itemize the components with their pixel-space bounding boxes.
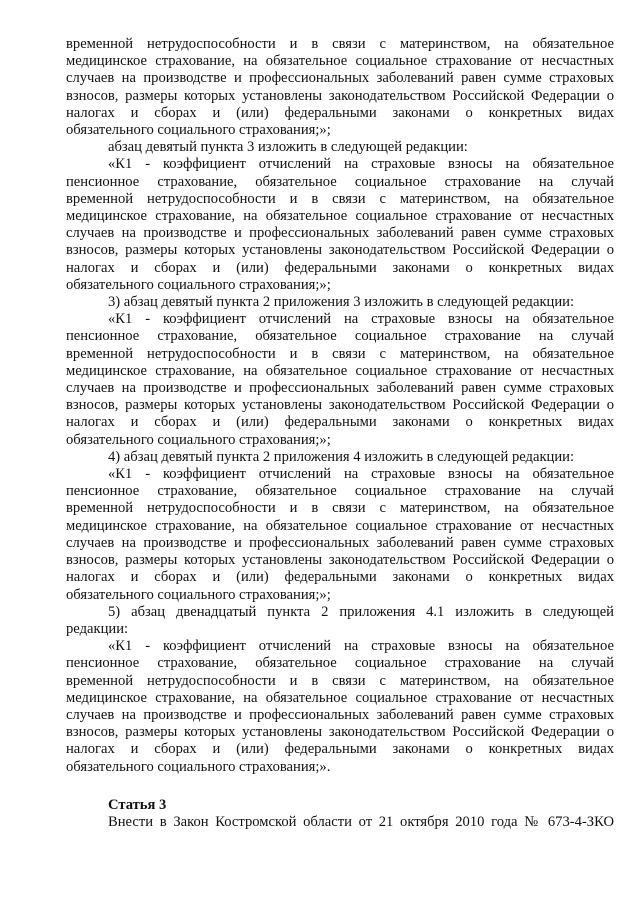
text-line: временной нетрудоспособности и в связи с материнством, на обязательное [66, 36, 614, 52]
text-line: налогах и сборах и (или) федеральными законами о конкретных видах [66, 414, 614, 431]
text-line: взносов, размеры которых установлены законодательством Российской Федерации о [66, 552, 614, 569]
text-line: временной нетрудоспособности и в связи с материнством, на обязательное [66, 190, 614, 207]
item5-intro-continued: редакции: [66, 620, 129, 637]
article-text: Внести в Закон Костромской области от 21 октября 2010 года № 673-4-ЗКО [108, 813, 614, 830]
quote-paragraph-4 [66, 638, 614, 776]
item4-intro: 4) абзац девятый пункта 2 приложения 4 изложить в следующей редакции: [108, 448, 575, 465]
text-line: обязательного социального страхования;»; [66, 122, 331, 139]
text-line: «К1 - коэффициент отчислений на страховые взносы на обязательное [108, 156, 614, 173]
item5-intro: 5) абзац двенадцатый пункта 2 приложения 4.1 изложить в следующей [108, 603, 614, 620]
article-heading: Статья 3 [108, 796, 167, 813]
text-line: медицинское страхование, на обязательное социальное страхование от несчастных [66, 362, 614, 379]
text-line: обязательного социального страхования;». [66, 758, 331, 775]
text-line: случаев на производстве и профессиональных заболеваний равен сумме страховых [66, 70, 614, 87]
text-line: налогах и сборах и (или) федеральными законами о конкретных видах [66, 259, 614, 276]
text-line: медицинское страхование, на обязательное социальное страхование от несчастных [66, 53, 614, 70]
quote-paragraph-2 [66, 311, 614, 449]
text-line: обязательного социального страхования;»; [66, 276, 331, 293]
text-line: временной нетрудоспособности и в связи с материнством, на обязательное [66, 672, 614, 689]
text-line: «К1 - коэффициент отчислений на страховые взносы на обязательное [108, 638, 614, 655]
quote-paragraph-1 [66, 156, 614, 294]
text-line: «К1 - коэффициент отчислений на страховые взносы на обязательное [108, 311, 614, 328]
text-line: медицинское страхование, на обязательное социальное страхование от несчастных [66, 689, 614, 706]
text-line: медицинское страхование, на обязательное социальное страхование от несчастных [66, 208, 614, 225]
text-line: налогах и сборах и (или) федеральными законами о конкретных видах [66, 569, 614, 586]
text-line: пенсионное страхование, обязательное социальное страхование на случай [66, 655, 614, 672]
text-line: случаев на производстве и профессиональных заболеваний равен сумме страховых [66, 534, 614, 551]
text-line: временной нетрудоспособности и в связи с материнством, на обязательное [66, 500, 614, 517]
text-line: случаев на производстве и профессиональных заболеваний равен сумме страховых [66, 380, 614, 397]
text-line: временной нетрудоспособности и в связи с материнством, на обязательное [66, 345, 614, 362]
text-line: «К1 - коэффициент отчислений на страховые взносы на обязательное [108, 466, 614, 483]
text-line: пенсионное страхование, обязательное социальное страхование на случай [66, 328, 614, 345]
text-line: взносов, размеры которых установлены законодательством Российской Федерации о [66, 87, 614, 104]
text-line: взносов, размеры которых установлены законодательством Российской Федерации о [66, 242, 614, 259]
text-line: обязательного социального страхования;»; [66, 431, 331, 448]
text-line: налогах и сборах и (или) федеральными законами о конкретных видах [66, 741, 614, 758]
text-line: пенсионное страхование, обязательное социальное страхование на случай [66, 483, 614, 500]
opening-paragraph [66, 36, 614, 139]
text-line: взносов, размеры которых установлены законодательством Российской Федерации о [66, 397, 614, 414]
text-line: налогах и сборах и (или) федеральными законами о конкретных видах [66, 104, 614, 121]
item2-intro: абзац девятый пункта 3 изложить в следующей редакции: [108, 139, 468, 156]
document-body [66, 36, 614, 831]
text-line: пенсионное страхование, обязательное социальное страхование на случай [66, 173, 614, 190]
text-line: случаев на производстве и профессиональных заболеваний равен сумме страховых [66, 706, 614, 723]
quote-paragraph-3 [66, 466, 614, 604]
text-line: взносов, размеры которых установлены законодательством Российской Федерации о [66, 724, 614, 741]
text-line: медицинское страхование, на обязательное социальное страхование от несчастных [66, 517, 614, 534]
spacer [66, 776, 614, 793]
text-line: случаев на производстве и профессиональных заболеваний равен сумме страховых [66, 225, 614, 242]
item3-intro: 3) абзац девятый пункта 2 приложения 3 изложить в следующей редакции: [108, 294, 575, 311]
text-line: обязательного социального страхования;»; [66, 586, 331, 603]
